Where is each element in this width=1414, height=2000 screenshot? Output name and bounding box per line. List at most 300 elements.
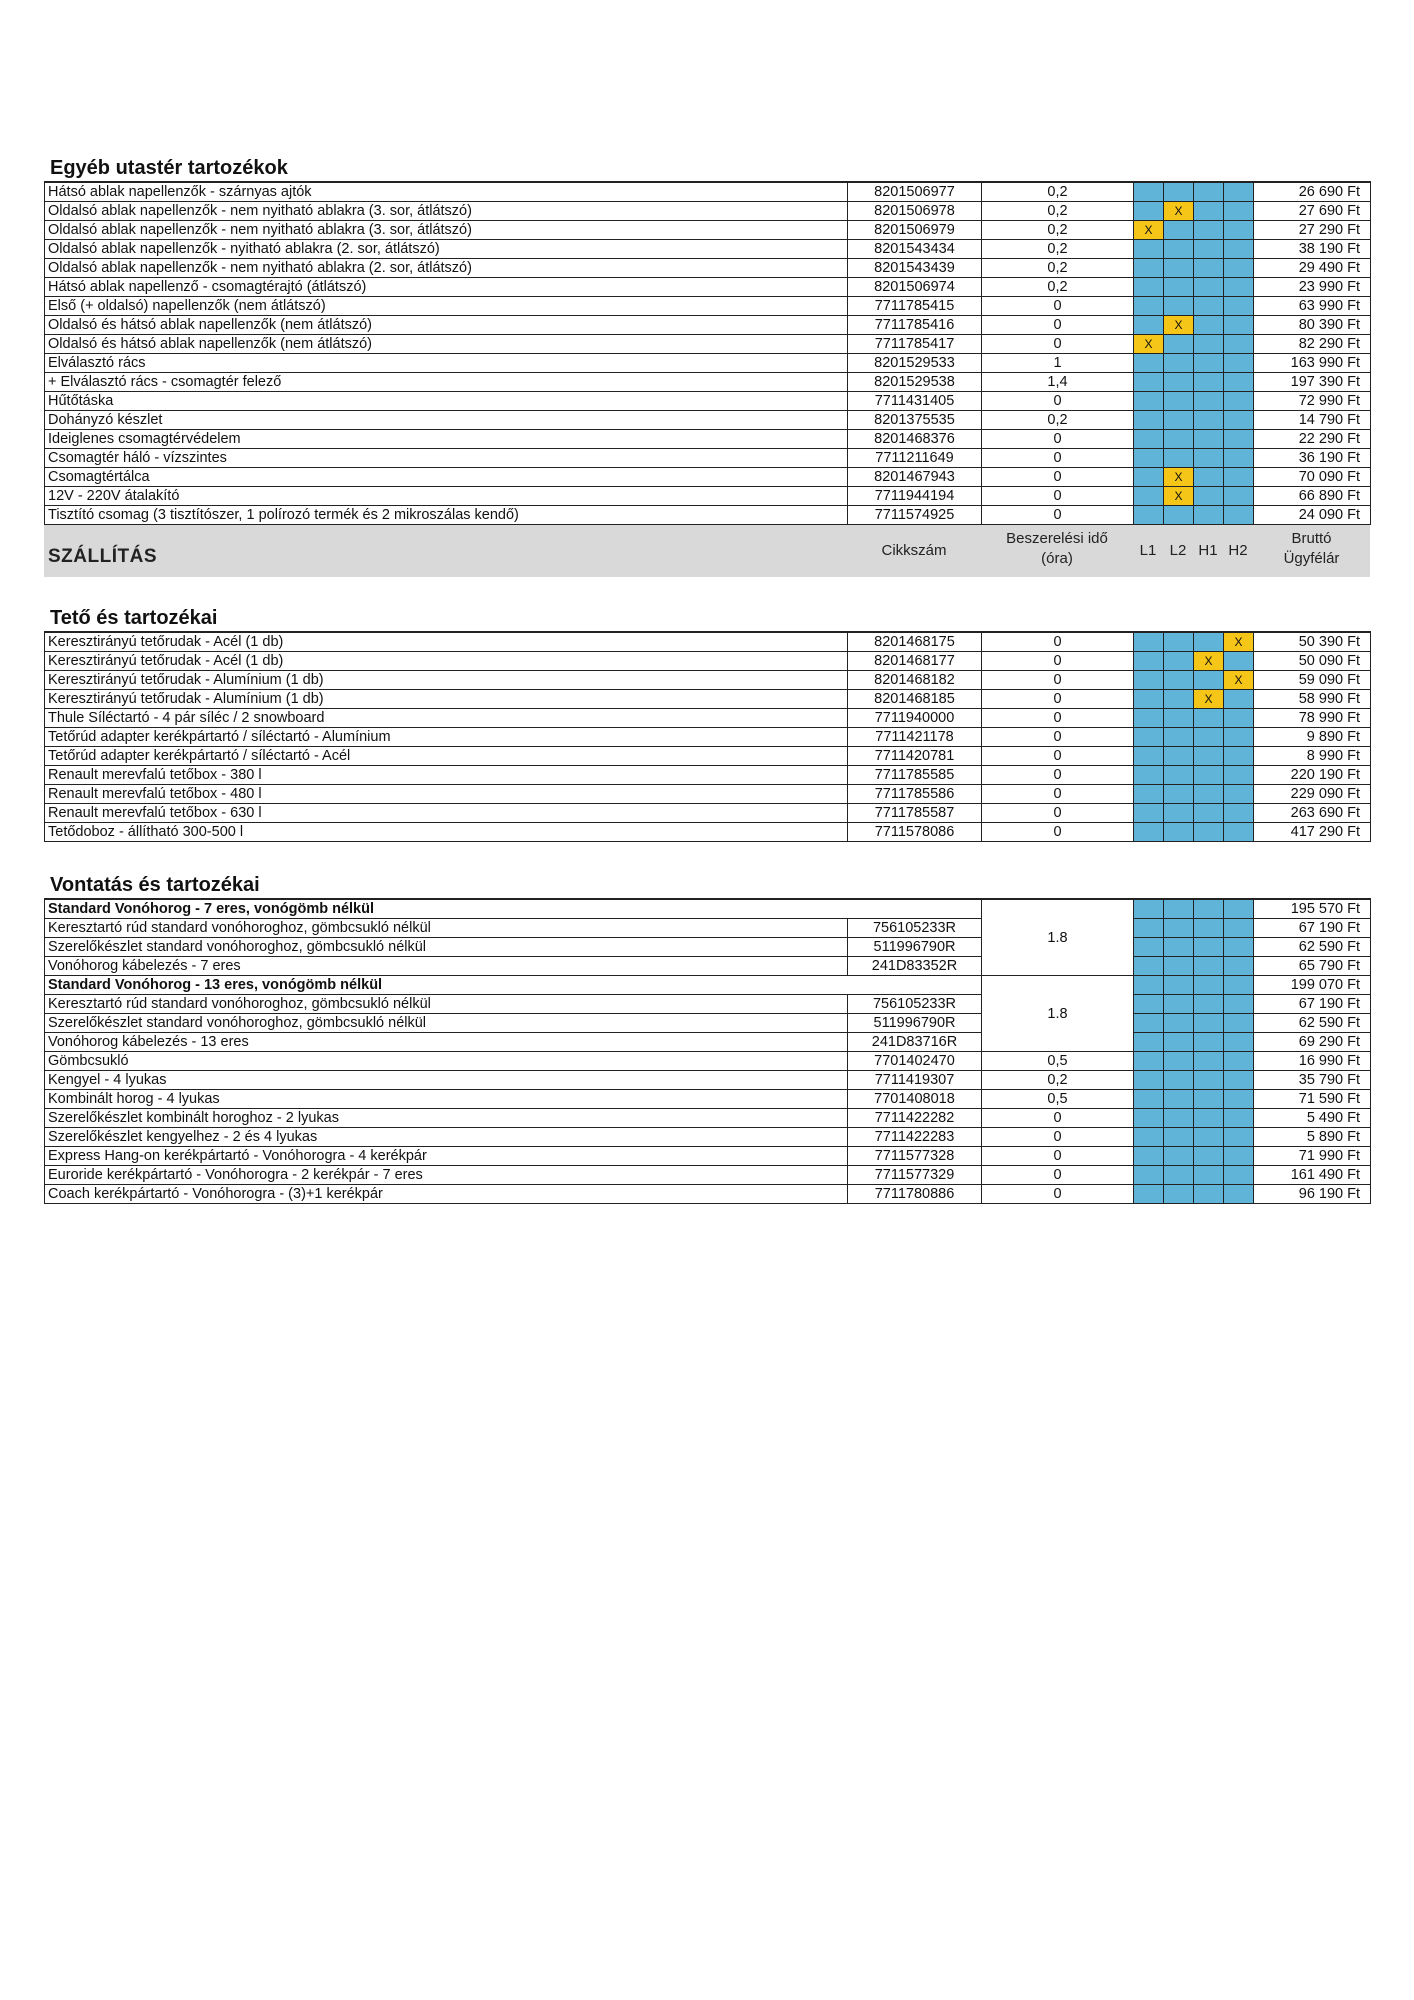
price: 58 990 Ft [1254, 690, 1371, 709]
price: 35 790 Ft [1254, 1071, 1371, 1090]
variant-marker [1194, 1052, 1224, 1071]
product-name: Coach kerékpártartó - Vonóhorogra - (3)+1 kerékpár [45, 1185, 848, 1204]
variant-marker [1164, 1033, 1194, 1052]
product-group-name: Standard Vonóhorog - 7 eres, vonógömb nélkül [45, 899, 982, 919]
variant-marker [1164, 671, 1194, 690]
install-time: 1.8 [982, 976, 1134, 1052]
variant-marker [1134, 804, 1164, 823]
table-row [45, 1128, 1371, 1147]
part-number: 7711785587 [848, 804, 982, 823]
price: 163 990 Ft [1254, 354, 1371, 373]
price: 5 890 Ft [1254, 1128, 1371, 1147]
part-number: 7711431405 [848, 392, 982, 411]
variant-marker [1164, 957, 1194, 976]
price: 220 190 Ft [1254, 766, 1371, 785]
variant-marker [1194, 392, 1224, 411]
variant-marker [1224, 392, 1254, 411]
variant-marker [1164, 709, 1194, 728]
variant-marker [1194, 259, 1224, 278]
variant-marker [1134, 1014, 1164, 1033]
variant-marker [1134, 411, 1164, 430]
price: 36 190 Ft [1254, 449, 1371, 468]
variant-marker [1224, 449, 1254, 468]
variant-marker [1134, 957, 1164, 976]
product-name: Tetőrúd adapter kerékpártartó / síléctartó - Alumínium [45, 728, 848, 747]
part-number: 8201506977 [848, 182, 982, 202]
install-time: 0 [982, 1128, 1134, 1147]
product-name: Keresztirányú tetőrudak - Alumínium (1 db) [45, 671, 848, 690]
variant-marker [1194, 373, 1224, 392]
install-time: 0 [982, 468, 1134, 487]
part-number: 8201506974 [848, 278, 982, 297]
price: 69 290 Ft [1254, 1033, 1371, 1052]
variant-marker [1224, 747, 1254, 766]
install-time: 1 [982, 354, 1134, 373]
variant-marker [1224, 1052, 1254, 1071]
price: 72 990 Ft [1254, 392, 1371, 411]
product-name: Vonóhorog kábelezés - 7 eres [45, 957, 848, 976]
variant-marker [1134, 1052, 1164, 1071]
variant-marker [1164, 1014, 1194, 1033]
price: 50 090 Ft [1254, 652, 1371, 671]
variant-marker [1164, 1147, 1194, 1166]
variant-marker [1134, 487, 1164, 506]
part-number: 7711574925 [848, 506, 982, 525]
variant-marker [1164, 747, 1194, 766]
price: 14 790 Ft [1254, 411, 1371, 430]
variant-marker [1164, 297, 1194, 316]
product-name: Ideiglenes csomagtérvédelem [45, 430, 848, 449]
install-time: 0 [982, 392, 1134, 411]
table-row [45, 221, 1371, 240]
header-price-2: Ügyfélár [1283, 550, 1340, 567]
variant-marker [1224, 221, 1254, 240]
install-time: 0 [982, 449, 1134, 468]
variant-marker [1164, 1052, 1194, 1071]
section-title-interior: Egyéb utastér tartozékok [50, 157, 288, 179]
variant-marker [1164, 373, 1194, 392]
variant-marker [1134, 354, 1164, 373]
variant-marker [1224, 995, 1254, 1014]
variant-marker [1164, 411, 1194, 430]
variant-marker [1194, 1166, 1224, 1185]
variant-marker [1224, 785, 1254, 804]
variant-marker [1194, 671, 1224, 690]
product-name: Oldalsó ablak napellenzők - nem nyitható ablakra (2. sor, átlátszó) [45, 259, 848, 278]
table-row [45, 354, 1371, 373]
product-name: Tetőrúd adapter kerékpártartó / síléctartó - Acél [45, 747, 848, 766]
variant-marker [1164, 823, 1194, 842]
table-row [45, 728, 1371, 747]
price: 82 290 Ft [1254, 335, 1371, 354]
variant-marker: X [1164, 487, 1194, 506]
install-time: 0 [982, 487, 1134, 506]
install-time: 0 [982, 316, 1134, 335]
variant-marker [1134, 1185, 1164, 1204]
install-time: 0 [982, 785, 1134, 804]
variant-marker [1164, 652, 1194, 671]
variant-marker [1224, 804, 1254, 823]
price: 22 290 Ft [1254, 430, 1371, 449]
product-name: Szerelőkészlet kombinált horoghoz - 2 lyukas [45, 1109, 848, 1128]
table-row [45, 468, 1371, 487]
product-name: Hátsó ablak napellenzők - szárnyas ajtók [45, 182, 848, 202]
product-name: Tisztító csomag (3 tisztítószer, 1 polírozó termék és 2 mikroszálas kendő) [45, 506, 848, 525]
install-time: 0 [982, 297, 1134, 316]
install-time: 0,2 [982, 259, 1134, 278]
price: 197 390 Ft [1254, 373, 1371, 392]
price: 195 570 Ft [1254, 899, 1371, 919]
table-row [45, 766, 1371, 785]
part-number: 8201375535 [848, 411, 982, 430]
install-time: 0,2 [982, 278, 1134, 297]
price: 67 190 Ft [1254, 919, 1371, 938]
table-row [45, 506, 1371, 525]
part-number: 7711785586 [848, 785, 982, 804]
product-name: + Elválasztó rács - csomagtér felező [45, 373, 848, 392]
variant-marker [1194, 202, 1224, 221]
variant-marker [1164, 1090, 1194, 1109]
variant-marker: X [1224, 671, 1254, 690]
product-name: Tetődoboz - állítható 300-500 l [45, 823, 848, 842]
table-row [45, 316, 1371, 335]
variant-marker [1224, 202, 1254, 221]
variant-marker [1194, 354, 1224, 373]
price: 8 990 Ft [1254, 747, 1371, 766]
part-number: 7701402470 [848, 1052, 982, 1071]
variant-marker [1134, 919, 1164, 938]
variant-marker [1194, 1033, 1224, 1052]
product-name: 12V - 220V átalakító [45, 487, 848, 506]
table-row [45, 202, 1371, 221]
variant-marker [1164, 804, 1194, 823]
variant-marker [1164, 1185, 1194, 1204]
variant-marker [1194, 1128, 1224, 1147]
install-time: 0 [982, 1109, 1134, 1128]
variant-marker [1224, 411, 1254, 430]
variant-marker [1224, 938, 1254, 957]
variant-marker [1194, 487, 1224, 506]
header-time-2: (óra) [1041, 550, 1073, 567]
price: 9 890 Ft [1254, 728, 1371, 747]
price: 199 070 Ft [1254, 976, 1371, 995]
product-name: Kombinált horog - 4 lyukas [45, 1090, 848, 1109]
part-number: 756105233R [848, 919, 982, 938]
price: 29 490 Ft [1254, 259, 1371, 278]
part-number: 7711211649 [848, 449, 982, 468]
table-row [45, 823, 1371, 842]
table-row [45, 373, 1371, 392]
header-price-1: Bruttó [1291, 530, 1332, 547]
table-row [45, 278, 1371, 297]
towing-accessories-table [44, 898, 1371, 1204]
product-name: Csomagtér háló - vízszintes [45, 449, 848, 468]
variant-marker [1164, 976, 1194, 995]
part-number: 8201467943 [848, 468, 982, 487]
variant-marker [1194, 785, 1224, 804]
price: 80 390 Ft [1254, 316, 1371, 335]
part-number: 7711785585 [848, 766, 982, 785]
variant-marker [1164, 335, 1194, 354]
product-name: Renault merevfalú tetőbox - 480 l [45, 785, 848, 804]
part-number: 8201506978 [848, 202, 982, 221]
header-code: Cikkszám [881, 542, 947, 559]
variant-marker [1134, 430, 1164, 449]
install-time: 0 [982, 823, 1134, 842]
table-row [45, 1109, 1371, 1128]
variant-marker [1224, 259, 1254, 278]
variant-marker [1134, 938, 1164, 957]
install-time: 0,2 [982, 202, 1134, 221]
variant-marker [1164, 240, 1194, 259]
part-number: 7711785417 [848, 335, 982, 354]
variant-marker [1134, 1128, 1164, 1147]
product-name: Thule Síléctartó - 4 pár síléc / 2 snowboard [45, 709, 848, 728]
variant-marker [1164, 354, 1194, 373]
install-time: 0 [982, 1185, 1134, 1204]
table-row [45, 1052, 1371, 1071]
table-row [45, 1090, 1371, 1109]
install-time: 0 [982, 766, 1134, 785]
variant-marker [1194, 1147, 1224, 1166]
variant-marker [1164, 938, 1194, 957]
variant-marker [1134, 1071, 1164, 1090]
variant-marker [1164, 1109, 1194, 1128]
variant-marker [1194, 182, 1224, 202]
price: 38 190 Ft [1254, 240, 1371, 259]
part-number: 756105233R [848, 995, 982, 1014]
variant-marker [1194, 995, 1224, 1014]
variant-marker [1194, 430, 1224, 449]
variant-marker [1194, 1090, 1224, 1109]
variant-marker [1164, 449, 1194, 468]
variant-marker [1134, 278, 1164, 297]
product-name: Szerelőkészlet kengyelhez - 2 és 4 lyukas [45, 1128, 848, 1147]
price: 5 490 Ft [1254, 1109, 1371, 1128]
part-number: 7711422283 [848, 1128, 982, 1147]
install-time: 0 [982, 728, 1134, 747]
table-row [45, 1071, 1371, 1090]
variant-marker [1194, 766, 1224, 785]
variant-marker [1224, 919, 1254, 938]
variant-marker [1134, 468, 1164, 487]
column-header-band [44, 525, 1370, 577]
install-time: 0,2 [982, 221, 1134, 240]
variant-marker [1194, 449, 1224, 468]
variant-marker [1224, 487, 1254, 506]
install-time: 0,2 [982, 411, 1134, 430]
table-row [45, 1166, 1371, 1185]
variant-marker [1134, 823, 1164, 842]
table-row [45, 1033, 1371, 1052]
variant-marker [1194, 747, 1224, 766]
variant-marker [1224, 316, 1254, 335]
variant-marker [1224, 1166, 1254, 1185]
price: 16 990 Ft [1254, 1052, 1371, 1071]
install-time: 0 [982, 335, 1134, 354]
price: 67 190 Ft [1254, 995, 1371, 1014]
variant-marker [1134, 1033, 1164, 1052]
price: 263 690 Ft [1254, 804, 1371, 823]
install-time: 0 [982, 652, 1134, 671]
product-name: Gömbcsukló [45, 1052, 848, 1071]
price: 71 990 Ft [1254, 1147, 1371, 1166]
variant-marker [1194, 823, 1224, 842]
product-name: Keresztartó rúd standard vonóhoroghoz, gömbcsukló nélkül [45, 995, 848, 1014]
variant-marker [1134, 297, 1164, 316]
product-name: Renault merevfalú tetőbox - 630 l [45, 804, 848, 823]
product-name: Oldalsó ablak napellenzők - nem nyitható ablakra (3. sor, átlátszó) [45, 202, 848, 221]
variant-marker [1164, 1166, 1194, 1185]
variant-marker [1194, 240, 1224, 259]
variant-marker [1224, 690, 1254, 709]
table-row [45, 785, 1371, 804]
variant-marker [1134, 259, 1164, 278]
table-row [45, 240, 1371, 259]
variant-marker [1134, 182, 1164, 202]
variant-marker [1134, 671, 1164, 690]
variant-marker [1164, 1071, 1194, 1090]
product-name: Elválasztó rács [45, 354, 848, 373]
part-number: 7711780886 [848, 1185, 982, 1204]
table-row [45, 1185, 1371, 1204]
variant-marker [1194, 976, 1224, 995]
variant-marker [1134, 899, 1164, 919]
variant-marker [1134, 747, 1164, 766]
variant-marker [1194, 297, 1224, 316]
variant-marker [1164, 430, 1194, 449]
variant-marker [1224, 976, 1254, 995]
product-name: Express Hang-on kerékpártartó - Vonóhorogra - 4 kerékpár [45, 1147, 848, 1166]
variant-marker [1164, 919, 1194, 938]
variant-marker [1224, 823, 1254, 842]
install-time: 0 [982, 804, 1134, 823]
install-time: 0 [982, 690, 1134, 709]
variant-marker [1194, 632, 1224, 652]
variant-marker [1224, 506, 1254, 525]
table-row [45, 957, 1371, 976]
variant-marker: X [1224, 632, 1254, 652]
install-time: 0 [982, 1166, 1134, 1185]
variant-marker [1224, 1185, 1254, 1204]
table-row [45, 1014, 1371, 1033]
product-name: Oldalsó ablak napellenzők - nyitható ablakra (2. sor, átlátszó) [45, 240, 848, 259]
product-name: Keresztartó rúd standard vonóhoroghoz, gömbcsukló nélkül [45, 919, 848, 938]
variant-marker [1194, 1109, 1224, 1128]
variant-marker: X [1134, 335, 1164, 354]
part-number: 7711578086 [848, 823, 982, 842]
variant-marker [1224, 709, 1254, 728]
product-name: Első (+ oldalsó) napellenzők (nem átlátszó) [45, 297, 848, 316]
product-name: Oldalsó és hátsó ablak napellenzők (nem átlátszó) [45, 335, 848, 354]
table-row [45, 335, 1371, 354]
product-name: Keresztirányú tetőrudak - Alumínium (1 db) [45, 690, 848, 709]
install-time: 0,5 [982, 1090, 1134, 1109]
variant-marker [1164, 899, 1194, 919]
variant-marker [1224, 899, 1254, 919]
variant-marker [1224, 240, 1254, 259]
variant-marker [1134, 728, 1164, 747]
variant-marker [1194, 899, 1224, 919]
part-number: 7711944194 [848, 487, 982, 506]
install-time: 0,5 [982, 1052, 1134, 1071]
header-h2: H2 [1228, 542, 1248, 559]
variant-marker [1224, 182, 1254, 202]
price: 62 590 Ft [1254, 1014, 1371, 1033]
variant-marker [1224, 1128, 1254, 1147]
variant-marker [1194, 709, 1224, 728]
part-number: 7711577329 [848, 1166, 982, 1185]
table-row [45, 449, 1371, 468]
variant-marker [1134, 1166, 1164, 1185]
variant-marker [1194, 1014, 1224, 1033]
interior-accessories-table [44, 181, 1371, 525]
table-row [45, 632, 1371, 652]
table-row [45, 747, 1371, 766]
part-number: 8201468185 [848, 690, 982, 709]
price: 229 090 Ft [1254, 785, 1371, 804]
part-number: 8201529533 [848, 354, 982, 373]
table-row [45, 1147, 1371, 1166]
variant-marker [1194, 278, 1224, 297]
variant-marker [1134, 392, 1164, 411]
part-number: 8201543439 [848, 259, 982, 278]
variant-marker [1194, 221, 1224, 240]
variant-marker [1134, 1090, 1164, 1109]
variant-marker: X [1164, 202, 1194, 221]
section-title-roof: Tető és tartozékai [50, 607, 218, 629]
part-number: 7711577328 [848, 1147, 982, 1166]
header-title: SZÁLLÍTÁS [48, 546, 157, 567]
table-row [45, 804, 1371, 823]
product-name: Euroride kerékpártartó - Vonóhorogra - 2 kerékpár - 7 eres [45, 1166, 848, 1185]
table-row [45, 297, 1371, 316]
variant-marker [1134, 690, 1164, 709]
header-time-1: Beszerelési idő [1006, 530, 1108, 547]
table-row [45, 995, 1371, 1014]
variant-marker [1224, 373, 1254, 392]
variant-marker [1224, 1071, 1254, 1090]
variant-marker: X [1194, 690, 1224, 709]
variant-marker [1194, 316, 1224, 335]
table-row [45, 671, 1371, 690]
part-number: 7711421178 [848, 728, 982, 747]
product-name: Kengyel - 4 lyukas [45, 1071, 848, 1090]
part-number: 7711420781 [848, 747, 982, 766]
table-row [45, 709, 1371, 728]
variant-marker [1164, 995, 1194, 1014]
product-name: Hátsó ablak napellenző - csomagtérajtó (átlátszó) [45, 278, 848, 297]
price-list-page [44, 155, 1370, 1204]
variant-marker [1164, 506, 1194, 525]
part-number: 7701408018 [848, 1090, 982, 1109]
header-l2: L2 [1169, 542, 1187, 559]
price: 70 090 Ft [1254, 468, 1371, 487]
product-name: Keresztirányú tetőrudak - Acél (1 db) [45, 652, 848, 671]
table-row [45, 392, 1371, 411]
product-name: Oldalsó és hátsó ablak napellenzők (nem átlátszó) [45, 316, 848, 335]
variant-marker [1134, 1147, 1164, 1166]
part-number: 8201529538 [848, 373, 982, 392]
variant-marker [1134, 785, 1164, 804]
variant-marker [1194, 919, 1224, 938]
variant-marker [1134, 373, 1164, 392]
variant-marker [1134, 316, 1164, 335]
part-number: 7711419307 [848, 1071, 982, 1090]
variant-marker [1134, 506, 1164, 525]
part-number: 8201506979 [848, 221, 982, 240]
price: 71 590 Ft [1254, 1090, 1371, 1109]
